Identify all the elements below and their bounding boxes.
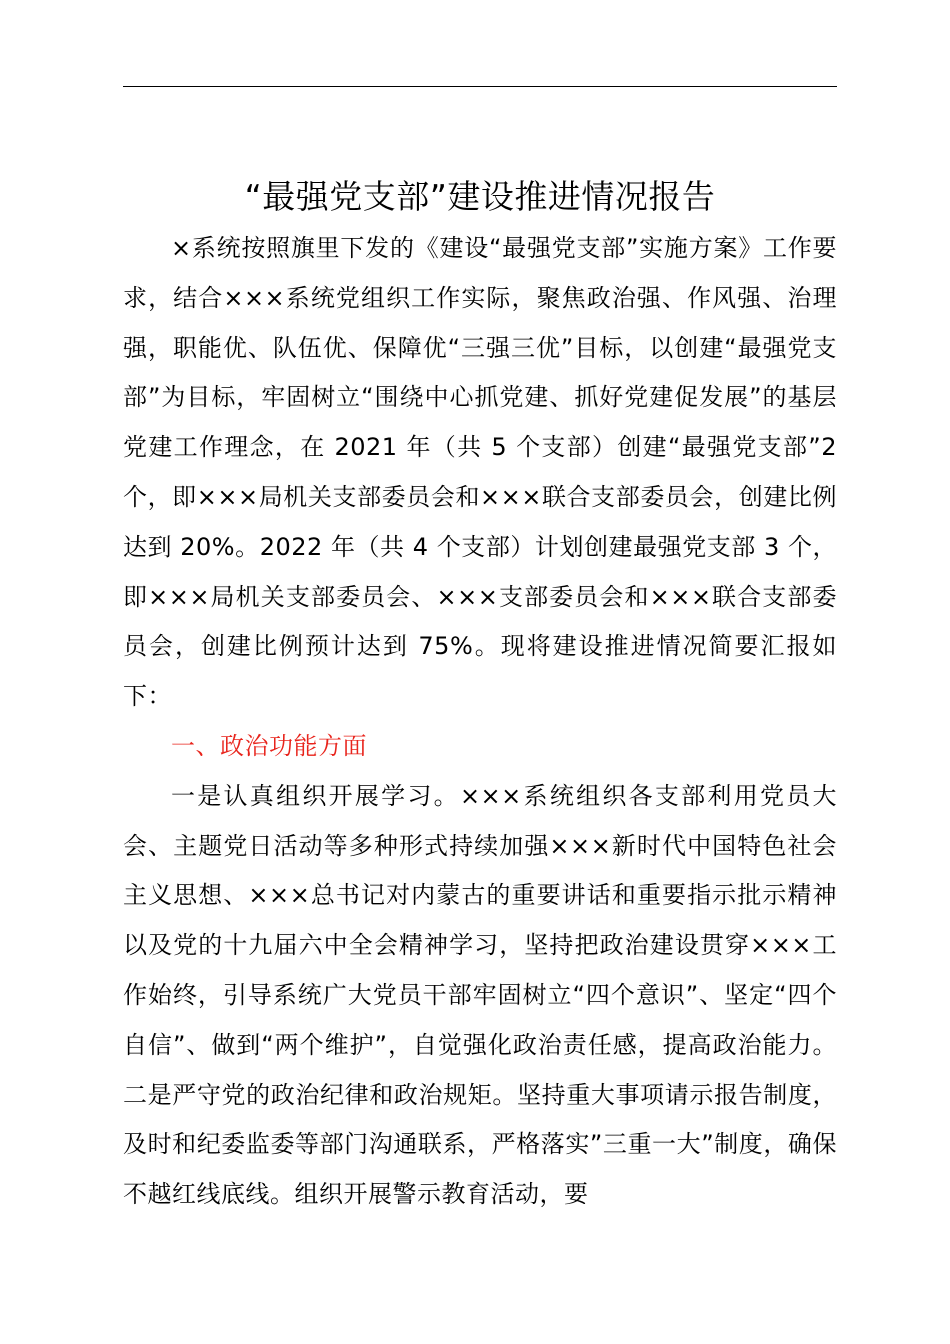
intro-paragraph: ×系统按照旗里下发的《建设“最强党支部”实施方案》工作要求，结合×××系统党组织工作实际，聚焦政治强、作风强、治理强，职能优、队伍优、保障优“三强三优”目标，以创建“最强党支部”为目标，牢固树立“围绕中心抓党建、抓好党建促发展”的基层党建工作理念，在 2021 年（共 5 个支部）创建“最强党支部”2 个，即×××局机关支部委员会和×××联合支部委员会，创建比例达到 20%。2022 年（共 4 个支部）计划创建最强党支部 3 个，即×××局机关支部委员会、×××支部委员会和×××联合支部委员会，创建比例预计达到 75%。现将建设推进情况简要汇报如下：	[123, 234, 837, 711]
document-body	[123, 224, 837, 1220]
header-rule	[123, 86, 837, 87]
document-title: “最强党支部”建设推进情况报告	[244, 177, 716, 217]
section-heading: 一、政治功能方面	[171, 731, 367, 760]
section-paragraph: 一是认真组织开展学习。×××系统组织各支部利用党员大会、主题党日活动等多种形式持续加强×××新时代中国特色社会主义思想、×××总书记对内蒙古的重要讲话和重要指示批示精神以及党的十九届六中全会精神学习，坚持把政治建设贯穿×××工作始终，引导系统广大党员干部牢固树立“四个意识”、坚定“四个自信”、做到“两个维护”，自觉强化政治责任感，提高政治能力。二是严守党的政治纪律和政治规矩。坚持重大事项请示报告制度，及时和纪委监委等部门沟通联系，严格落实”三重一大”制度，确保不越红线底线。组织开展警示教育活动，要	[123, 781, 837, 1209]
